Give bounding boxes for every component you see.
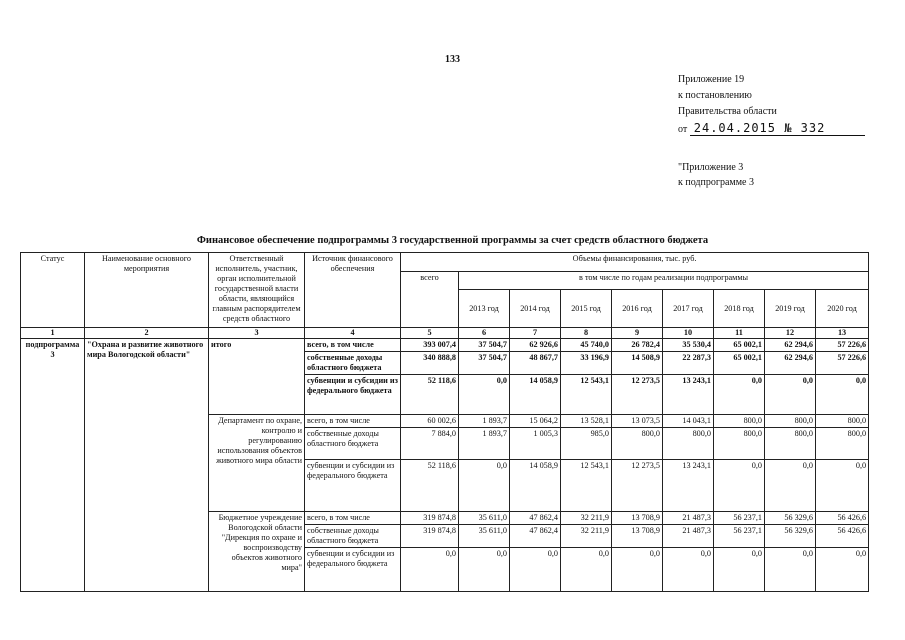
value-year-cell: 65 002,1 [714, 352, 765, 375]
value-year-cell: 45 740,0 [561, 339, 612, 352]
value-year-cell: 800,0 [765, 428, 816, 460]
column-number: 11 [714, 328, 765, 339]
header-status: Статус [21, 253, 85, 328]
column-number: 1 [21, 328, 85, 339]
status-cell: подпрограмма 3 [21, 339, 85, 592]
value-year-cell: 35 611,0 [459, 525, 510, 548]
value-year-cell: 35 611,0 [459, 512, 510, 525]
column-number: 13 [816, 328, 869, 339]
value-year-cell: 800,0 [765, 415, 816, 428]
header-year: 2018 год [714, 290, 765, 328]
value-year-cell: 0,0 [816, 460, 869, 512]
approval-line-2: к постановлению [678, 90, 752, 101]
header-year: 2019 год [765, 290, 816, 328]
value-year-cell: 0,0 [714, 375, 765, 415]
column-number: 6 [459, 328, 510, 339]
column-number: 4 [305, 328, 401, 339]
value-year-cell: 12 543,1 [561, 375, 612, 415]
header-measure: Наименование основного мероприятия [85, 253, 209, 328]
value-year-cell: 0,0 [714, 460, 765, 512]
column-number: 3 [209, 328, 305, 339]
value-year-cell: 32 211,9 [561, 525, 612, 548]
value-year-cell: 14 058,9 [510, 460, 561, 512]
document-title: Финансовое обеспечение подпрограммы 3 государственной программы за счет средств областного бюджета [196, 235, 709, 246]
value-year-cell: 13 243,1 [663, 375, 714, 415]
value-total-cell: 319 874,8 [401, 512, 459, 525]
approval-date-prefix: от [678, 124, 688, 135]
value-year-cell: 56 237,1 [714, 525, 765, 548]
value-year-cell: 13 528,1 [561, 415, 612, 428]
source-cell: собственные доходы областного бюджета [305, 352, 401, 375]
measure-cell: "Охрана и развитие животного мира Вологодской области" [85, 339, 209, 592]
source-cell: субвенции и субсидии из федерального бюджета [305, 375, 401, 415]
value-total-cell: 393 007,4 [401, 339, 459, 352]
value-year-cell: 33 196,9 [561, 352, 612, 375]
source-cell: всего, в том числе [305, 339, 401, 352]
value-year-cell: 800,0 [714, 428, 765, 460]
column-number: 8 [561, 328, 612, 339]
approval-line-1: Приложение 19 [678, 74, 745, 85]
value-year-cell: 0,0 [459, 460, 510, 512]
header-year: 2017 год [663, 290, 714, 328]
value-year-cell: 0,0 [714, 548, 765, 592]
column-numbers-row [21, 328, 869, 339]
approval-block [678, 72, 865, 138]
value-total-cell: 52 118,6 [401, 460, 459, 512]
value-year-cell: 12 273,5 [612, 375, 663, 415]
header-year: 2020 год [816, 290, 869, 328]
header-year: 2016 год [612, 290, 663, 328]
table-body [21, 339, 869, 592]
approval-date-line [678, 120, 865, 138]
value-year-cell: 26 782,4 [612, 339, 663, 352]
value-year-cell: 48 867,7 [510, 352, 561, 375]
page-number: 133 [445, 54, 460, 65]
value-year-cell: 0,0 [510, 548, 561, 592]
annex-line-1: "Приложение 3 [678, 162, 744, 173]
value-year-cell: 13 708,9 [612, 525, 663, 548]
value-year-cell: 800,0 [714, 415, 765, 428]
value-total-cell: 0,0 [401, 548, 459, 592]
column-number: 5 [401, 328, 459, 339]
header-by-years: в том числе по годам реализации подпрограммы [459, 272, 869, 290]
value-year-cell: 800,0 [816, 428, 869, 460]
value-year-cell: 0,0 [765, 375, 816, 415]
header-row-1 [21, 253, 869, 272]
value-year-cell: 0,0 [663, 548, 714, 592]
annex-block [678, 160, 754, 190]
value-year-cell: 985,0 [561, 428, 612, 460]
value-year-cell: 12 543,1 [561, 460, 612, 512]
executor-cell: Бюджетное учреждение Вологодской области "Дирекция по охране и воспроизводству объектов животного мира" [209, 512, 305, 592]
value-year-cell: 62 294,6 [765, 339, 816, 352]
value-total-cell: 319 874,8 [401, 525, 459, 548]
value-year-cell: 13 073,5 [612, 415, 663, 428]
annex-line-2: к подпрограмме 3 [678, 177, 754, 188]
value-year-cell: 13 243,1 [663, 460, 714, 512]
header-year: 2014 год [510, 290, 561, 328]
executor-cell: итого [209, 339, 305, 415]
header-volumes: Объемы финансирования, тыс. руб. [401, 253, 869, 272]
value-year-cell: 35 530,4 [663, 339, 714, 352]
value-total-cell: 340 888,8 [401, 352, 459, 375]
header-year: 2015 год [561, 290, 612, 328]
source-cell: собственные доходы областного бюджета [305, 525, 401, 548]
value-year-cell: 1 893,7 [459, 415, 510, 428]
source-cell: всего, в том числе [305, 512, 401, 525]
value-year-cell: 15 064,2 [510, 415, 561, 428]
value-total-cell: 60 002,6 [401, 415, 459, 428]
value-year-cell: 37 504,7 [459, 352, 510, 375]
value-year-cell: 57 226,6 [816, 339, 869, 352]
source-cell: субвенции и субсидии из федерального бюджета [305, 460, 401, 512]
approval-line-3: Правительства области [678, 106, 777, 117]
source-cell: собственные доходы областного бюджета [305, 428, 401, 460]
value-year-cell: 1 005,3 [510, 428, 561, 460]
value-year-cell: 0,0 [765, 548, 816, 592]
value-total-cell: 7 884,0 [401, 428, 459, 460]
value-year-cell: 14 508,9 [612, 352, 663, 375]
value-year-cell: 21 487,3 [663, 512, 714, 525]
value-year-cell: 1 893,7 [459, 428, 510, 460]
value-year-cell: 56 329,6 [765, 525, 816, 548]
value-year-cell: 0,0 [561, 548, 612, 592]
value-year-cell: 0,0 [612, 548, 663, 592]
header-executor: Ответственный исполнитель, участник, орган исполнительной государственной власти области, являющийся главным распорядителем средств областного [209, 253, 305, 328]
source-cell: всего, в том числе [305, 415, 401, 428]
column-number: 12 [765, 328, 816, 339]
value-total-cell: 52 118,6 [401, 375, 459, 415]
value-year-cell: 56 426,6 [816, 525, 869, 548]
value-year-cell: 14 058,9 [510, 375, 561, 415]
value-year-cell: 0,0 [459, 375, 510, 415]
value-year-cell: 21 487,3 [663, 525, 714, 548]
value-year-cell: 47 862,4 [510, 525, 561, 548]
value-year-cell: 800,0 [663, 428, 714, 460]
value-year-cell: 0,0 [765, 460, 816, 512]
financing-table [20, 252, 869, 592]
value-year-cell: 56 237,1 [714, 512, 765, 525]
header-year: 2013 год [459, 290, 510, 328]
value-year-cell: 65 002,1 [714, 339, 765, 352]
value-year-cell: 62 294,6 [765, 352, 816, 375]
value-year-cell: 32 211,9 [561, 512, 612, 525]
column-number: 9 [612, 328, 663, 339]
value-year-cell: 13 708,9 [612, 512, 663, 525]
value-year-cell: 62 926,6 [510, 339, 561, 352]
value-year-cell: 14 043,1 [663, 415, 714, 428]
column-number: 10 [663, 328, 714, 339]
approval-date-value: 24.04.2015 № 332 [690, 121, 866, 136]
value-year-cell: 37 504,7 [459, 339, 510, 352]
value-year-cell: 22 287,3 [663, 352, 714, 375]
value-year-cell: 47 862,4 [510, 512, 561, 525]
value-year-cell: 56 426,6 [816, 512, 869, 525]
header-source: Источник финансового обеспечения [305, 253, 401, 328]
executor-cell: Департамент по охране, контролю и регулированию использования объектов животного мира области [209, 415, 305, 512]
source-cell: субвенции и субсидии из федерального бюджета [305, 548, 401, 592]
value-year-cell: 0,0 [816, 548, 869, 592]
value-year-cell: 56 329,6 [765, 512, 816, 525]
value-year-cell: 57 226,6 [816, 352, 869, 375]
table-row [21, 339, 869, 352]
column-number: 2 [85, 328, 209, 339]
value-year-cell: 800,0 [612, 428, 663, 460]
value-year-cell: 800,0 [816, 415, 869, 428]
column-number: 7 [510, 328, 561, 339]
header-total: всего [401, 272, 459, 328]
value-year-cell: 0,0 [459, 548, 510, 592]
value-year-cell: 0,0 [816, 375, 869, 415]
value-year-cell: 12 273,5 [612, 460, 663, 512]
